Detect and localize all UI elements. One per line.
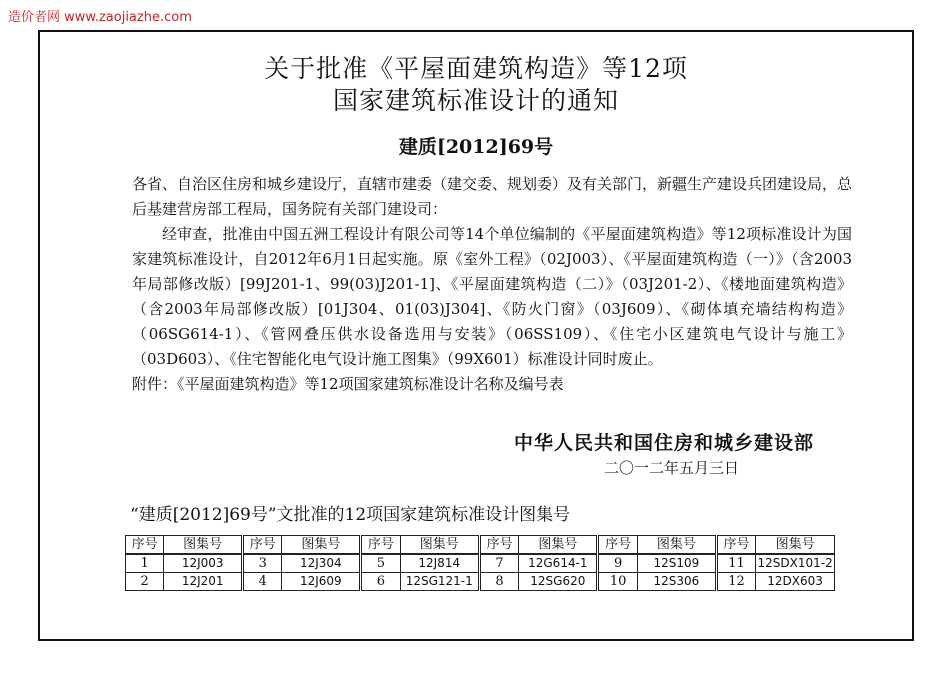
header-no: 序号 bbox=[598, 536, 637, 555]
row-no: 1 bbox=[126, 554, 164, 573]
issuing-authority: 中华人民共和国住房和城乡建设部 bbox=[514, 432, 815, 454]
table-caption: “建质[2012]69号”文批准的12项国家建筑标准设计图集号 bbox=[130, 505, 571, 525]
row-no: 12 bbox=[716, 573, 755, 591]
row-no: 2 bbox=[126, 573, 164, 591]
row-no: 4 bbox=[243, 573, 282, 591]
notice-title-line1: 关于批准《平屋面建筑构造》等12项 bbox=[264, 54, 688, 83]
row-no: 6 bbox=[361, 573, 400, 591]
header-no: 序号 bbox=[716, 536, 755, 555]
atlas-code: 12G614-1 bbox=[519, 554, 598, 573]
header-code: 图集号 bbox=[756, 536, 835, 555]
table-row bbox=[126, 573, 835, 591]
header-code: 图集号 bbox=[637, 536, 716, 555]
notice-title-line2: 国家建筑标准设计的通知 bbox=[332, 86, 619, 115]
atlas-code: 12J201 bbox=[164, 573, 243, 591]
atlas-code: 12DX603 bbox=[756, 573, 835, 591]
addressee-paragraph: 各省、自治区住房和城乡建设厅，直辖市建委（建交委、规划委）及有关部门，新疆生产建设兵团建设局，总后基建营房部工程局，国务院有关部门建设司： bbox=[132, 175, 853, 218]
header-code: 图集号 bbox=[164, 536, 243, 555]
approval-paragraph: 经审查，批准由中国五洲工程设计有限公司等14个单位编制的《平屋面建筑构造》等12项标准设计为国家建筑标准设计，自2012年6月1日起实施。原《室外工程》（02J003）、《平屋面建筑构造（一）》（含2003年局部修改版）[99J201-1、99(03)J201-1]、《平屋面建筑构造（二）》（03J201-2）、《楼地面建筑构造》（含2003年局部修改版）[01J304、01(03)J304]、《防火门窗》（03J609）、《砌体填充墙结构构造》（06SG614-1）、《管网叠压供水设备选用与安装》（06SS109）、《住宅小区建筑电气设计与施工》（03D603）、《住宅智能化电气设计施工图集》（99X601）标准设计同时废止。 bbox=[132, 225, 852, 368]
header-code: 图集号 bbox=[519, 536, 598, 555]
atlas-code: 12J609 bbox=[282, 573, 361, 591]
table-row bbox=[126, 554, 835, 573]
atlas-code: 12S109 bbox=[637, 554, 716, 573]
atlas-code: 12J814 bbox=[400, 554, 479, 573]
row-no: 7 bbox=[479, 554, 518, 573]
header-no: 序号 bbox=[126, 536, 164, 555]
atlas-code: 12S306 bbox=[637, 573, 716, 591]
header-no: 序号 bbox=[479, 536, 518, 555]
issue-date: 二〇一二年五月三日 bbox=[604, 459, 740, 477]
table-header-row bbox=[126, 536, 835, 555]
row-no: 11 bbox=[716, 554, 755, 573]
row-no: 10 bbox=[598, 573, 637, 591]
atlas-code: 12SG121-1 bbox=[400, 573, 479, 591]
notice-body bbox=[132, 172, 852, 397]
header-code: 图集号 bbox=[400, 536, 479, 555]
atlas-code: 12J304 bbox=[282, 554, 361, 573]
site-watermark: 造价者网 www.zaojiazhe.com bbox=[8, 10, 192, 25]
row-no: 3 bbox=[243, 554, 282, 573]
row-no: 8 bbox=[479, 573, 518, 591]
atlas-code: 12SG620 bbox=[519, 573, 598, 591]
row-no: 9 bbox=[598, 554, 637, 573]
header-code: 图集号 bbox=[282, 536, 361, 555]
header-no: 序号 bbox=[361, 536, 400, 555]
row-no: 5 bbox=[361, 554, 400, 573]
atlas-number-table bbox=[125, 535, 835, 591]
header-no: 序号 bbox=[243, 536, 282, 555]
atlas-code: 12J003 bbox=[164, 554, 243, 573]
document-number: 建质[2012]69号 bbox=[398, 136, 554, 158]
atlas-code: 12SDX101-2 bbox=[756, 554, 835, 573]
attachment-paragraph: 附件：《平屋面建筑构造》等12项国家建筑标准设计名称及编号表 bbox=[132, 375, 564, 393]
